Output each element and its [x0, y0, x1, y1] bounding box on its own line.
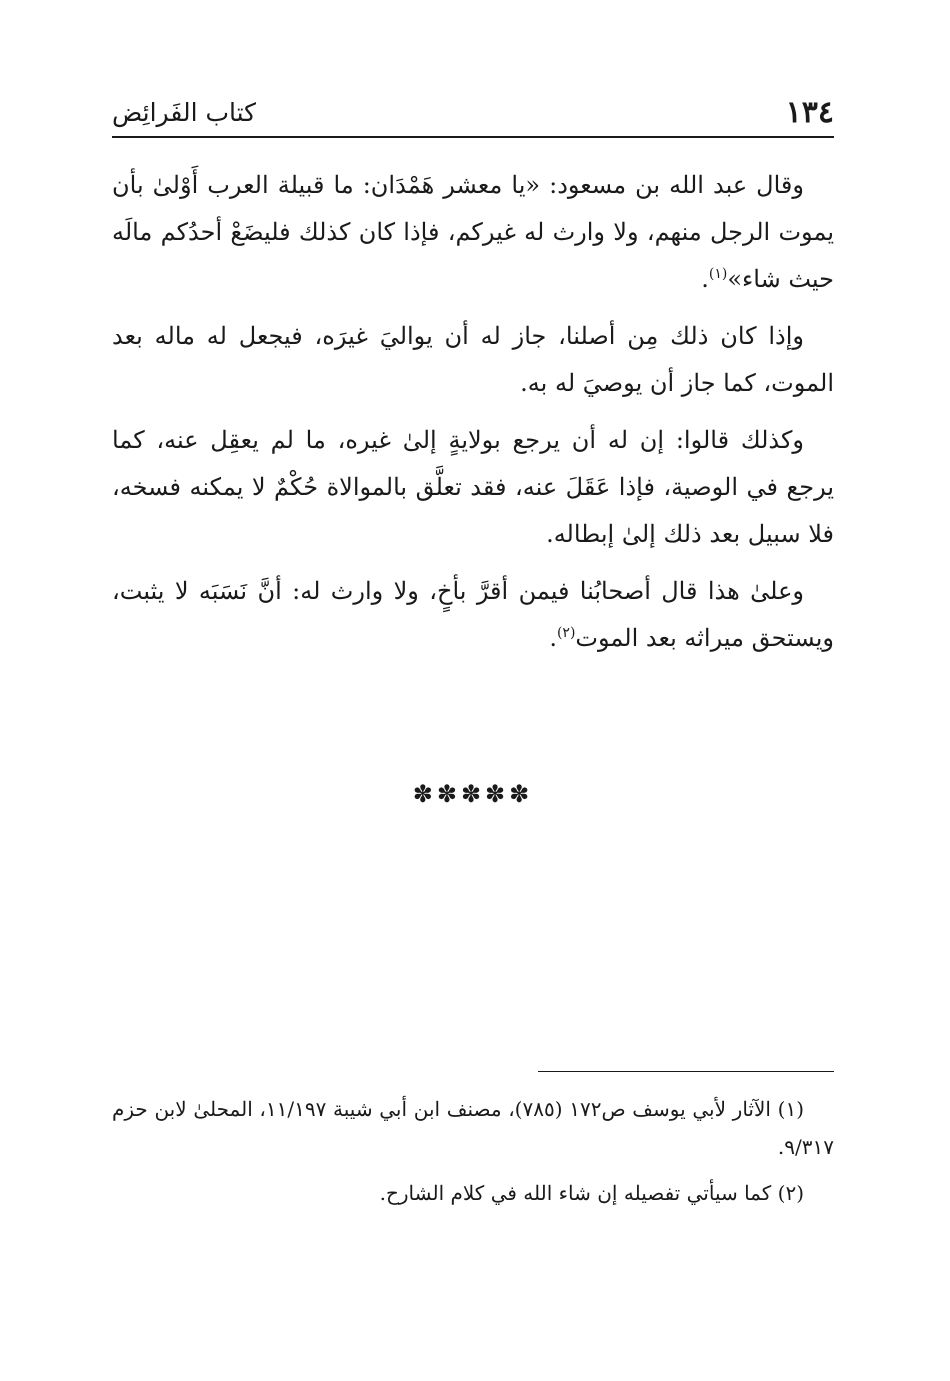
footnote: (١) الآثار لأبي يوسف ص١٧٢ (٧٨٥)، مصنف ابن أبي شيبة ١١/١٩٧، المحلىٰ لابن حزم ٩/٣١٧. — [112, 1097, 834, 1159]
paragraph-text: وقال عبد الله بن مسعود: «يا معشر هَمْدَان: ما قبيلة العرب أَوْلىٰ بأن يموت الرجل منهم، ولا وارث له غيركم، فإذا كان كذلك فليضَعْ أحدُكم مالَه حيث شاء» — [112, 171, 834, 293]
paragraph-text: وإذا كان ذلك مِن أصلنا، جاز له أن يواليَ غيرَه، فيجعل له ماله بعد الموت، كما جاز أن يوصيَ له به. — [112, 322, 834, 397]
paragraph — [112, 162, 834, 303]
paragraph — [112, 568, 834, 662]
paragraph-text: وكذلك قالوا: إن له أن يرجع بولايةٍ إلىٰ غيره، ما لم يعقِل عنه، كما يرجع في الوصية، فإذا عَقَلَ عنه، فقد تعلَّق بالموالاة حُكْمٌ لا يمكنه فسخه، فلا سبيل بعد ذلك إلىٰ إبطاله. — [112, 426, 834, 548]
footnote-divider — [538, 1071, 834, 1072]
footnote-reference: (١) — [708, 266, 728, 282]
running-title: كتاب الفَرائِض — [112, 97, 257, 127]
footnotes — [112, 1090, 834, 1220]
paragraph-tail: . — [701, 265, 709, 293]
body-text — [112, 162, 834, 672]
paragraph-text: وعلىٰ هذا قال أصحابُنا فيمن أقرَّ بأخٍ، ولا وارث له: أنَّ نَسَبَه لا يثبت، ويستحق ميراثه بعد الموت — [112, 577, 834, 652]
page-header — [112, 88, 834, 138]
paragraph — [112, 417, 834, 558]
paragraph — [112, 313, 834, 407]
paragraph-tail: . — [549, 624, 557, 652]
section-separator: ✽✽✽✽✽ — [412, 780, 534, 808]
footnote-reference: (٢) — [556, 625, 576, 641]
page-number: ١٣٤ — [785, 94, 834, 130]
footnote: (٢) كما سيأتي تفصيله إن شاء الله في كلام الشارح. — [379, 1181, 804, 1205]
